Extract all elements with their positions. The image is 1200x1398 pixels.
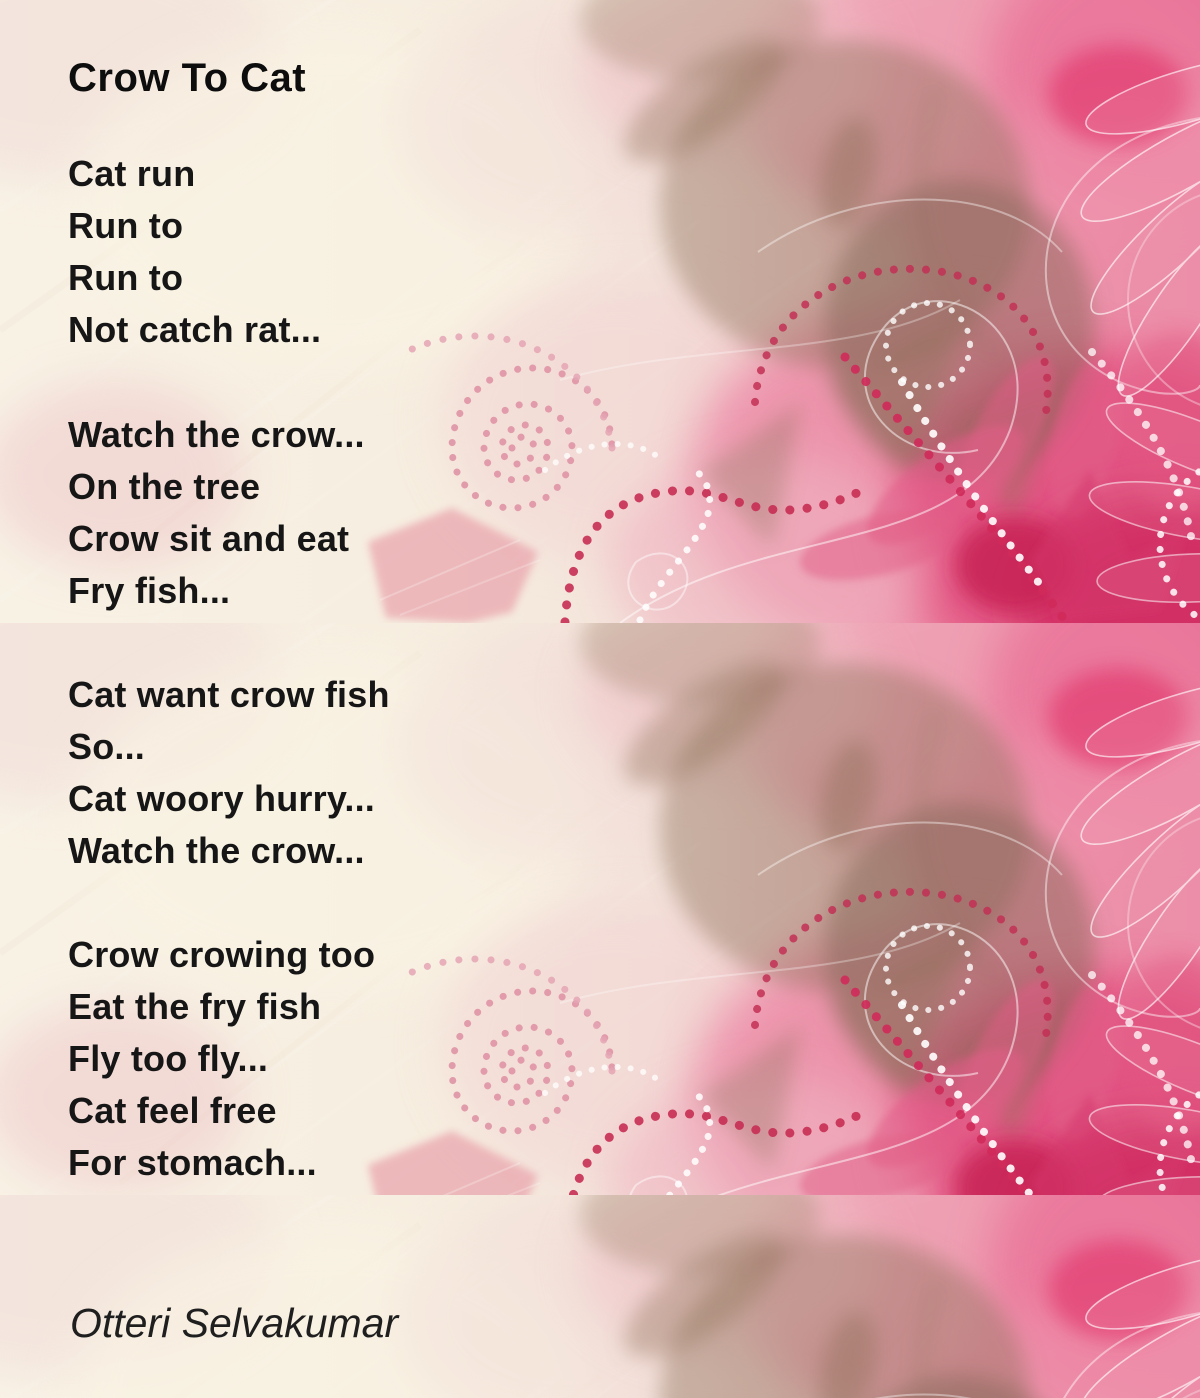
poem-line: Not catch rat... [68, 309, 322, 350]
poem-line: So... [68, 726, 146, 767]
poem-line: Fry fish... [68, 570, 231, 611]
poem-line: Watch the crow... [68, 414, 365, 455]
poem-line: Fly too fly... [68, 1038, 269, 1079]
poem-line: Cat woory hurry... [68, 778, 375, 819]
poem-line: Cat run [68, 153, 196, 194]
poem-line: On the tree [68, 466, 261, 507]
poem-title: Crow To Cat [68, 56, 307, 100]
stanza-1 [68, 148, 321, 356]
poem-line: Crow crowing too [68, 934, 376, 975]
poem-line: Eat the fry fish [68, 986, 322, 1027]
poem-line: Cat feel free [68, 1090, 277, 1131]
poem-line: Run to [68, 257, 184, 298]
poem-line: Crow sit and eat [68, 518, 350, 559]
poem-author: Otteri Selvakumar [70, 1300, 399, 1346]
stanza-3 [68, 669, 390, 877]
poem-line: Cat want crow fish [68, 674, 390, 715]
stanza-2 [68, 409, 365, 617]
poem-line: For stomach... [68, 1142, 317, 1183]
poem-line: Run to [68, 205, 184, 246]
poem-line: Watch the crow... [68, 830, 365, 871]
stanza-4 [68, 929, 375, 1189]
